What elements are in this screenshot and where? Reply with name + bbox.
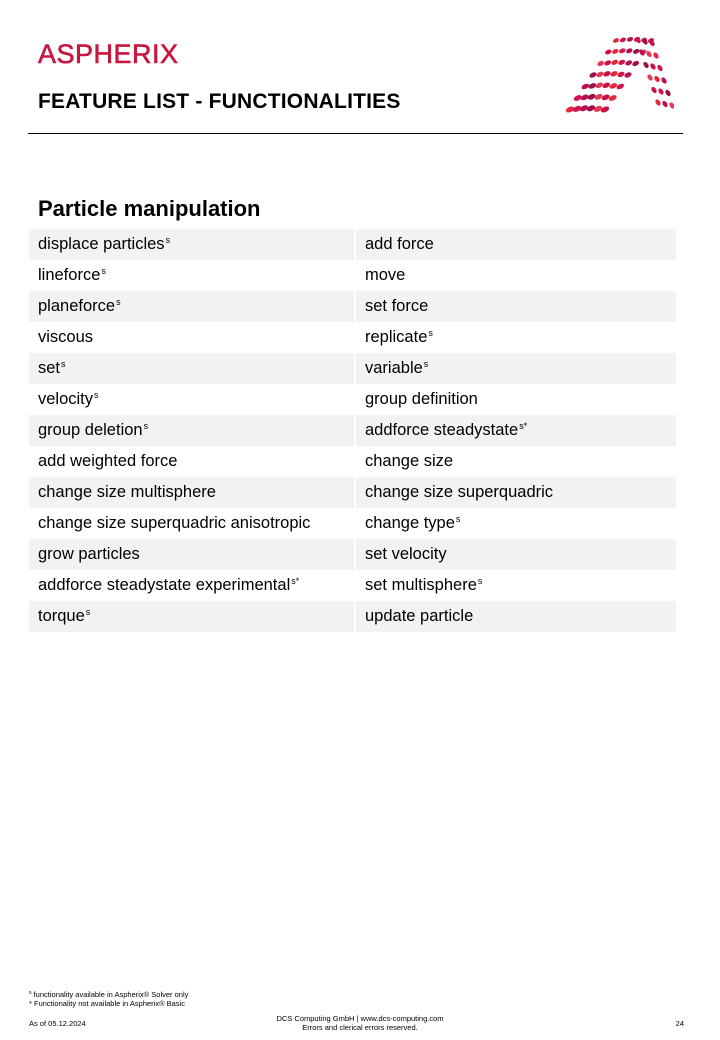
aspherix-logo-icon — [564, 30, 674, 115]
feature-cell-left — [29, 415, 354, 446]
feature-label: displace particles — [38, 235, 165, 253]
feature-label: add weighted force — [38, 452, 178, 470]
feature-label: addforce steadystate — [365, 421, 519, 439]
feature-label: planeforce — [38, 297, 116, 315]
feature-row — [29, 384, 676, 415]
feature-row — [29, 570, 676, 601]
feature-cell-left — [29, 229, 354, 260]
feature-label: move — [365, 266, 406, 284]
feature-cell-left — [29, 322, 354, 353]
feature-cell-right — [356, 539, 676, 570]
page-number: 24 — [675, 1019, 684, 1028]
availability-mark: s* — [519, 421, 528, 431]
availability-mark: s — [428, 328, 433, 338]
feature-row — [29, 353, 676, 384]
feature-label: group deletion — [38, 421, 143, 439]
availability-mark: s — [423, 359, 429, 369]
feature-label: change type — [365, 514, 455, 532]
feature-row — [29, 415, 676, 446]
feature-label: group definition — [365, 390, 478, 408]
feature-label: change size multisphere — [38, 483, 216, 501]
feature-cell-left — [29, 384, 354, 415]
availability-mark: s — [477, 576, 483, 586]
feature-cell-right — [356, 322, 676, 353]
feature-row — [29, 508, 676, 539]
header-divider — [28, 133, 683, 134]
feature-label: change size superquadric — [365, 483, 554, 501]
feature-cell-left — [29, 446, 354, 477]
footer-company — [260, 1014, 460, 1032]
brand-wordmark: ASPHERIX — [38, 39, 179, 69]
feature-label: update particle — [365, 607, 474, 625]
availability-mark: s* — [291, 576, 300, 586]
feature-cell-right — [356, 415, 676, 446]
feature-label: addforce steadystate experimental — [38, 576, 291, 594]
feature-cell-right — [356, 229, 676, 260]
feature-cell-left — [29, 570, 354, 601]
feature-row — [29, 601, 676, 632]
feature-cell-right — [356, 601, 676, 632]
feature-label: set — [38, 359, 61, 377]
feature-cell-left — [29, 260, 354, 291]
feature-row — [29, 229, 676, 260]
feature-label: change size — [365, 452, 454, 470]
feature-cell-right — [356, 477, 676, 508]
footnote-solver-only — [29, 989, 188, 999]
feature-row — [29, 477, 676, 508]
feature-label: grow particles — [38, 545, 140, 563]
availability-mark: s — [455, 514, 461, 524]
feature-cell-right — [356, 260, 676, 291]
feature-cell-left — [29, 477, 354, 508]
feature-row — [29, 539, 676, 570]
feature-cell-right — [356, 353, 676, 384]
footnote-text: functionality available in Aspherix® Solver only — [33, 990, 189, 999]
feature-label: velocity — [38, 390, 94, 408]
feature-label: set velocity — [365, 545, 447, 563]
feature-label: set multisphere — [365, 576, 477, 594]
feature-label: set force — [365, 297, 429, 315]
feature-row — [29, 260, 676, 291]
feature-label: viscous — [38, 328, 94, 346]
availability-mark: s — [85, 607, 91, 617]
feature-label: variable — [365, 359, 423, 377]
footnotes — [29, 989, 188, 1008]
feature-label: torque — [38, 607, 85, 625]
feature-label: add force — [365, 235, 434, 253]
feature-cell-left — [29, 539, 354, 570]
feature-cell-right — [356, 291, 676, 322]
availability-mark: s — [101, 266, 106, 276]
feature-label: change size superquadric anisotropic — [38, 514, 311, 532]
feature-cell-right — [356, 570, 676, 601]
feature-cell-right — [356, 446, 676, 477]
feature-cell-left — [29, 291, 354, 322]
document-title: FEATURE LIST - FUNCTIONALITIES — [38, 90, 401, 113]
feature-row — [29, 446, 676, 477]
availability-mark: s — [165, 235, 171, 245]
feature-cell-left — [29, 353, 354, 384]
section-title: Particle manipulation — [38, 196, 261, 221]
footnote-mark: s — [29, 990, 32, 996]
feature-cell-right — [356, 384, 676, 415]
availability-mark: s — [116, 297, 121, 307]
footnote-basic: * Functionality not available in Aspherix® Basic — [29, 999, 186, 1008]
availability-mark: s — [143, 421, 149, 431]
feature-cell-right — [356, 508, 676, 539]
feature-row — [29, 291, 676, 322]
feature-cell-left — [29, 601, 354, 632]
feature-label: lineforce — [38, 266, 101, 284]
footer-date: As of 05.12.2024 — [29, 1019, 86, 1028]
feature-table — [27, 229, 678, 632]
footer-disclaimer: Errors and clerical errors reserved. — [302, 1023, 418, 1032]
availability-mark: s — [94, 390, 99, 400]
feature-label: replicate — [365, 328, 428, 346]
feature-cell-left — [29, 508, 354, 539]
availability-mark: s — [61, 359, 66, 369]
footer-company-line: DCS Computing GmbH | www.dcs-computing.com — [276, 1014, 444, 1023]
feature-row — [29, 322, 676, 353]
